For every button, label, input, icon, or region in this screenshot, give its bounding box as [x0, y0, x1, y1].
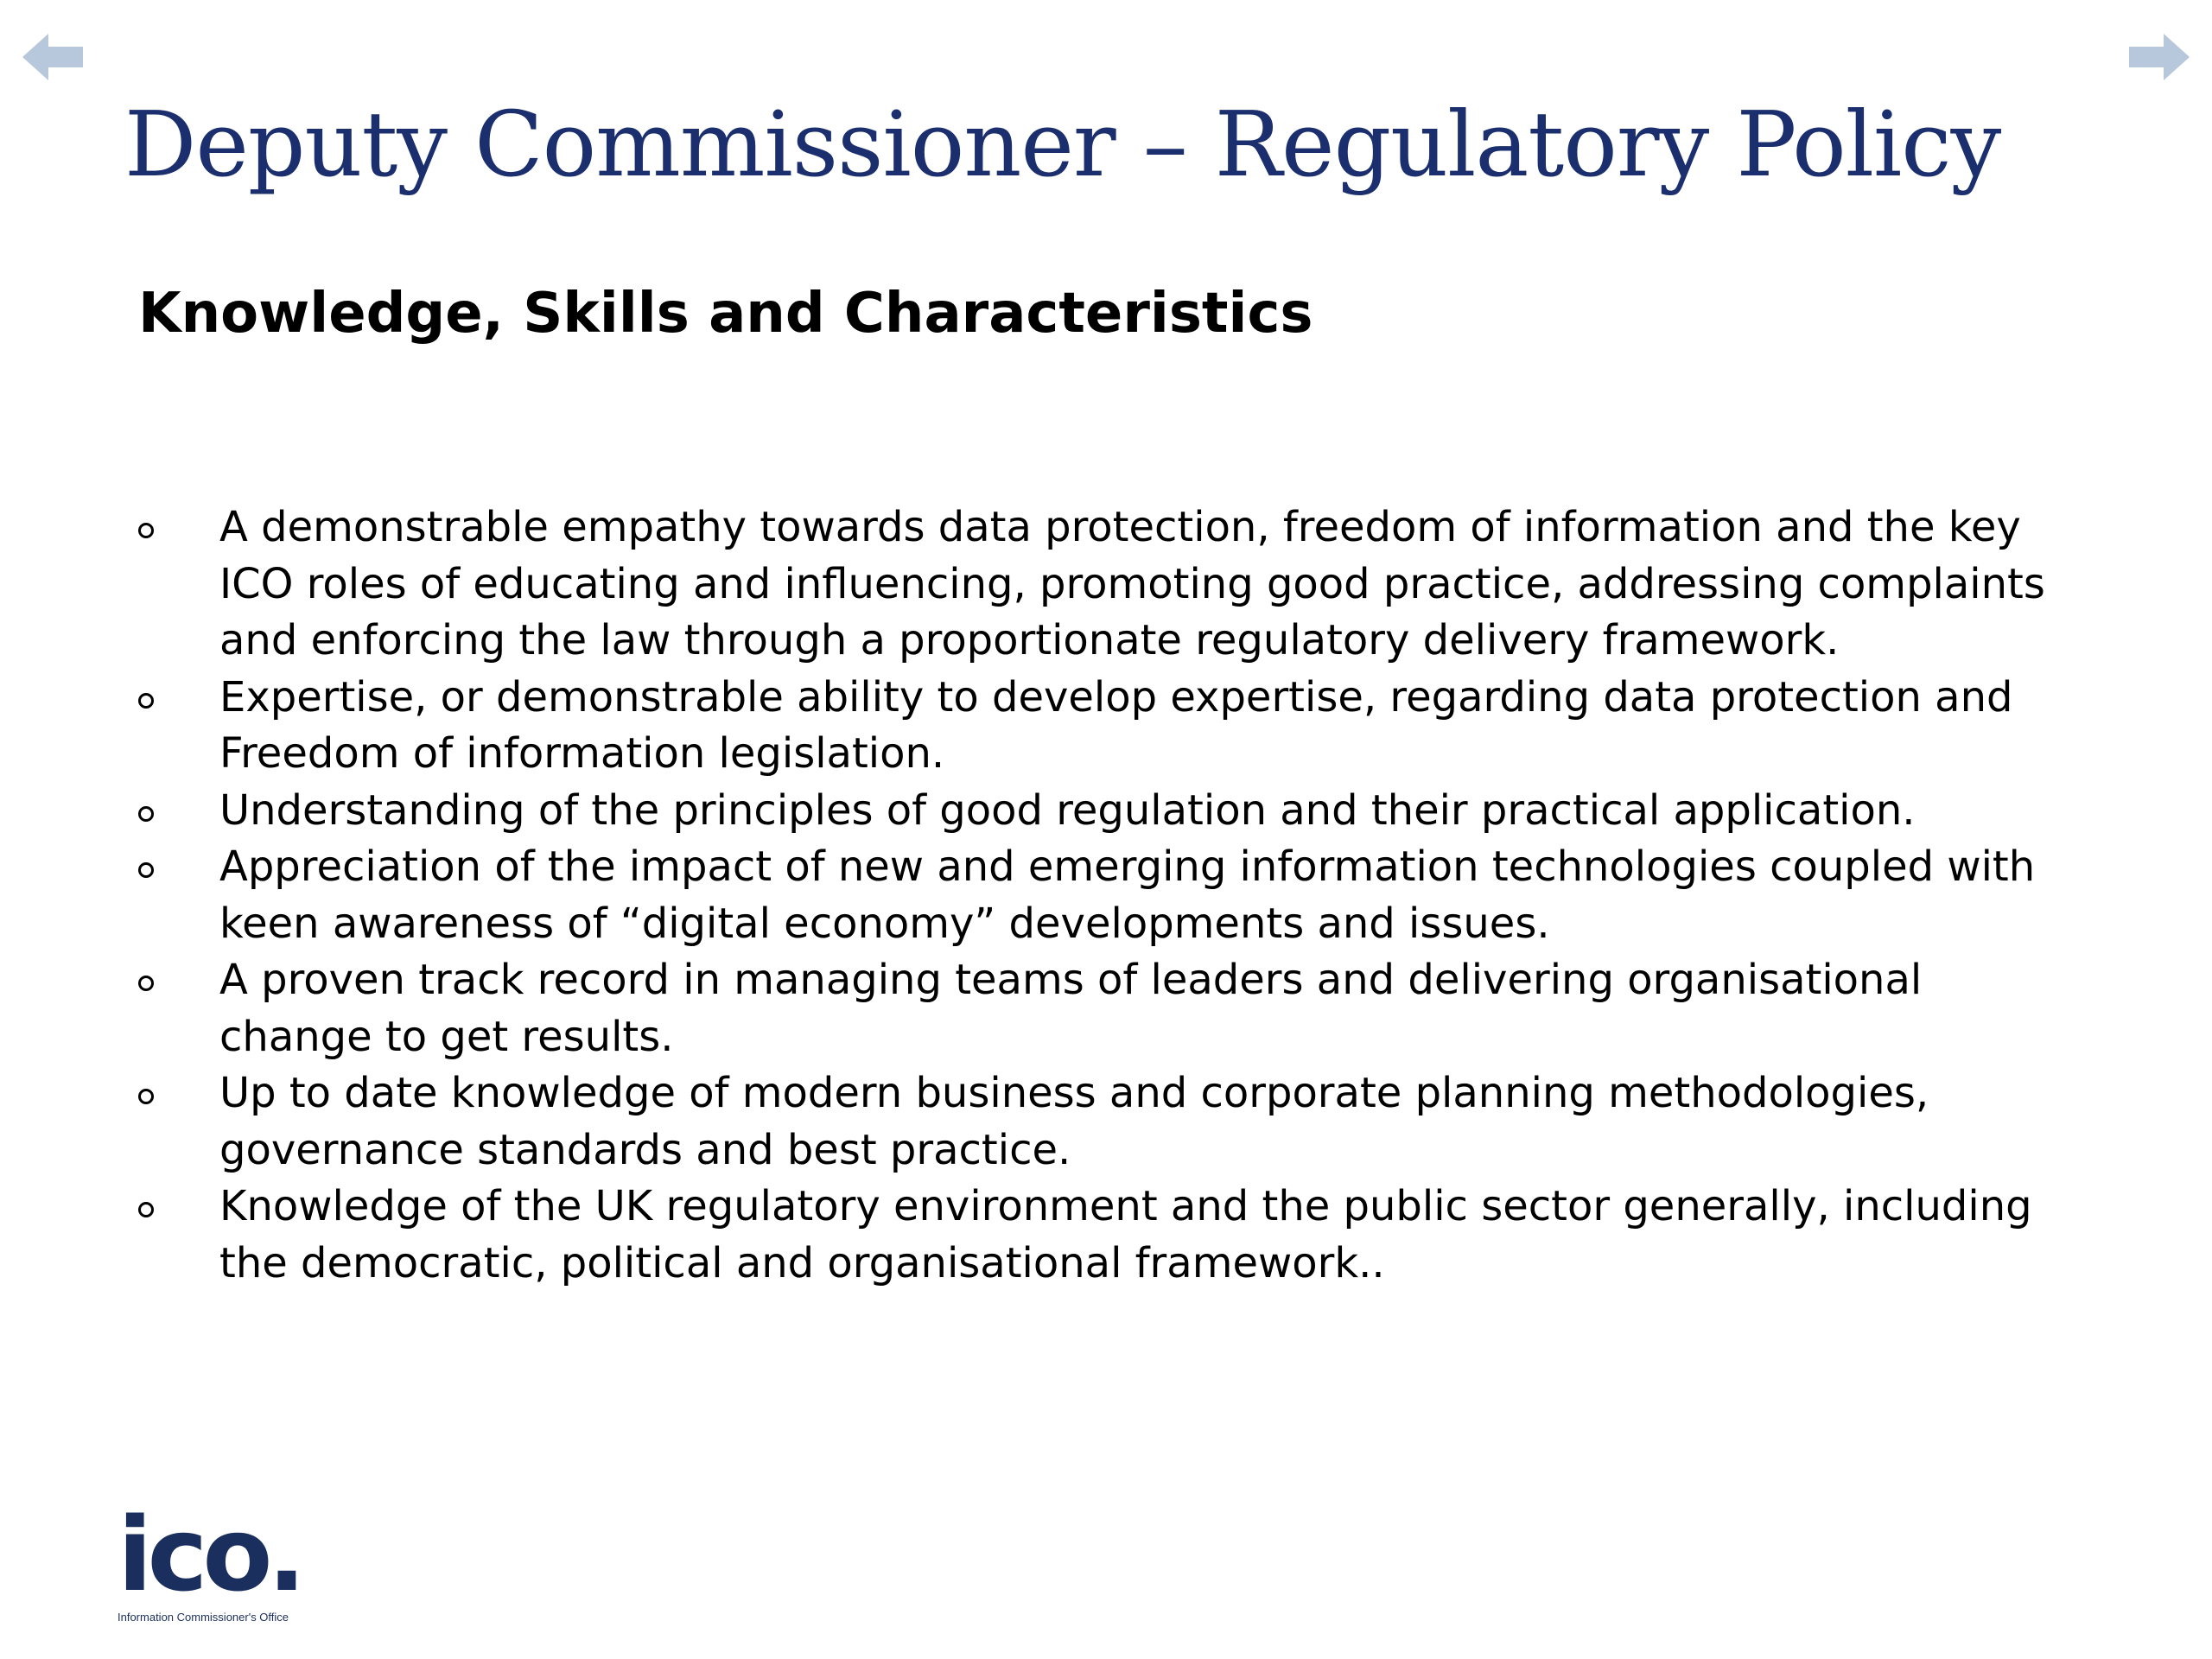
ico-logo [118, 1495, 325, 1624]
list-item-text: Expertise, or demonstrable ability to develop expertise, regarding data protection and Freedom of information legislation. [219, 672, 2013, 778]
list-item [130, 670, 2074, 783]
list-item [130, 783, 2074, 840]
bullet-circle-icon [138, 1202, 154, 1217]
bullet-circle-icon [138, 523, 154, 538]
bullet-circle-icon [138, 693, 154, 709]
bullet-circle-icon [138, 806, 154, 822]
list-item-text: A proven track record in managing teams of leaders and delivering organisational change to get results. [219, 956, 1923, 1061]
list-item [130, 1065, 2074, 1179]
logo-mark: ico. [118, 1495, 302, 1614]
list-item [130, 952, 2074, 1065]
list-item-text: Understanding of the principles of good regulation and their practical application. [219, 785, 1916, 835]
list-item-text: Up to date knowledge of modern business and corporate planning methodologies, governance standards and best practice. [219, 1069, 1929, 1174]
list-item-text: A demonstrable empathy towards data protection, freedom of information and the key ICO roles of educating and influencing, promoting good practice, addressing complaints and enforcing the law through a proportionate regulatory delivery framework. [219, 503, 2045, 664]
previous-slide-button[interactable] [22, 31, 85, 83]
list-item-text: Appreciation of the impact of new and emerging information technologies coupled with keen awareness of “digital economy” developments and issues. [219, 842, 2036, 948]
list-item [130, 1179, 2074, 1292]
list-item [130, 839, 2074, 952]
logo-tagline: Information Commissioner's Office [118, 1611, 289, 1624]
next-slide-button[interactable] [2127, 31, 2190, 83]
bullet-list [130, 499, 2074, 1292]
arrow-right-icon [2127, 31, 2190, 83]
slide-title: Deputy Commissioner – Regulatory Policy [124, 92, 2001, 197]
arrow-left-icon [22, 31, 85, 83]
bullet-circle-icon [138, 976, 154, 991]
bullet-circle-icon [138, 1089, 154, 1104]
bullet-circle-icon [138, 862, 154, 878]
list-item-text: Knowledge of the UK regulatory environment and the public sector generally, including the democratic, political and organisational framework.. [219, 1182, 2032, 1287]
section-heading: Knowledge, Skills and Characteristics [138, 282, 1313, 346]
list-item [130, 499, 2074, 670]
